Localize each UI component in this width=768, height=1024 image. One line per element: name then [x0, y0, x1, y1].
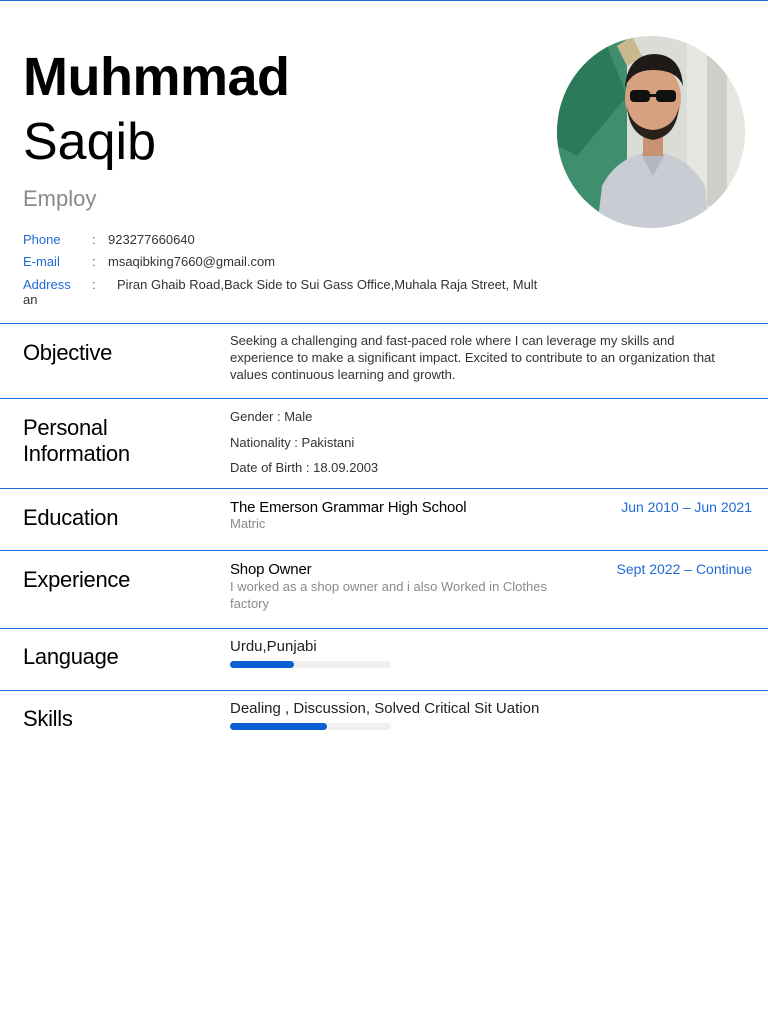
skills-progress-track — [230, 723, 391, 730]
email-separator: : — [92, 254, 96, 269]
profile-photo — [557, 36, 745, 228]
language-progress-track — [230, 661, 391, 668]
education-school: The Emerson Grammar High School — [230, 499, 467, 516]
experience-desc-line: I worked as a shop owner and i also Worked in Clothes — [230, 579, 547, 594]
phone-separator: : — [92, 232, 96, 247]
experience-title: Experience — [23, 567, 131, 592]
divider-skills — [0, 690, 768, 691]
gender-field: Gender : Male — [230, 409, 313, 424]
divider-language — [0, 628, 768, 629]
experience-desc-line: factory — [230, 596, 270, 611]
email-value[interactable]: msaqibking7660@gmail.com — [108, 254, 276, 269]
address-value: Piran Ghaib Road,Back Side to Sui Gass Office,Muhala Raja Street, Mult — [117, 277, 538, 292]
top-divider — [0, 0, 768, 1]
objective-text — [230, 332, 715, 383]
language-title: Language — [23, 644, 119, 669]
education-level: Matric — [230, 516, 266, 531]
divider-experience — [0, 550, 768, 551]
education-dates: Jun 2010 – Jun 2021 — [621, 499, 752, 515]
divider-personal — [0, 398, 768, 399]
objective-line: Seeking a challenging and fast-paced role where I can leverage my skills and — [230, 333, 675, 348]
experience-dates: Sept 2022 – Continue — [616, 561, 752, 577]
phone-label: Phone — [23, 232, 61, 247]
address-separator: : — [92, 277, 96, 292]
divider-education — [0, 488, 768, 489]
experience-role: Shop Owner — [230, 561, 312, 578]
email-label: E-mail — [23, 254, 60, 269]
language-progress-fill — [230, 661, 294, 668]
job-title: Employ — [23, 186, 97, 211]
skills-title: Skills — [23, 706, 73, 731]
last-name: Saqib — [23, 113, 156, 171]
objective-title: Objective — [23, 340, 113, 365]
address-label: Address — [23, 277, 71, 292]
personal-title-line1: Personal — [23, 415, 108, 440]
experience-description — [230, 578, 547, 612]
personal-title-line2: Information — [23, 441, 130, 466]
education-title: Education — [23, 505, 119, 530]
personal-title — [23, 415, 130, 467]
skills-value: Dealing , Discussion, Solved Critical Sit Uation — [230, 700, 540, 717]
language-value: Urdu,Punjabi — [230, 638, 317, 655]
objective-line: values continuous learning and growth. — [230, 367, 456, 382]
address-value-continued: an — [23, 292, 38, 307]
nationality-field: Nationality : Pakistani — [230, 435, 355, 450]
first-name: Muhmmad — [23, 47, 290, 107]
dob-field: Date of Birth : 18.09.2003 — [230, 460, 379, 475]
profile-photo-icon — [557, 36, 745, 228]
objective-line: experience to make a significant impact. Excited to contribute to an organization that — [230, 350, 715, 365]
skills-progress-fill — [230, 723, 327, 730]
phone-value[interactable]: 923277660640 — [108, 232, 195, 247]
